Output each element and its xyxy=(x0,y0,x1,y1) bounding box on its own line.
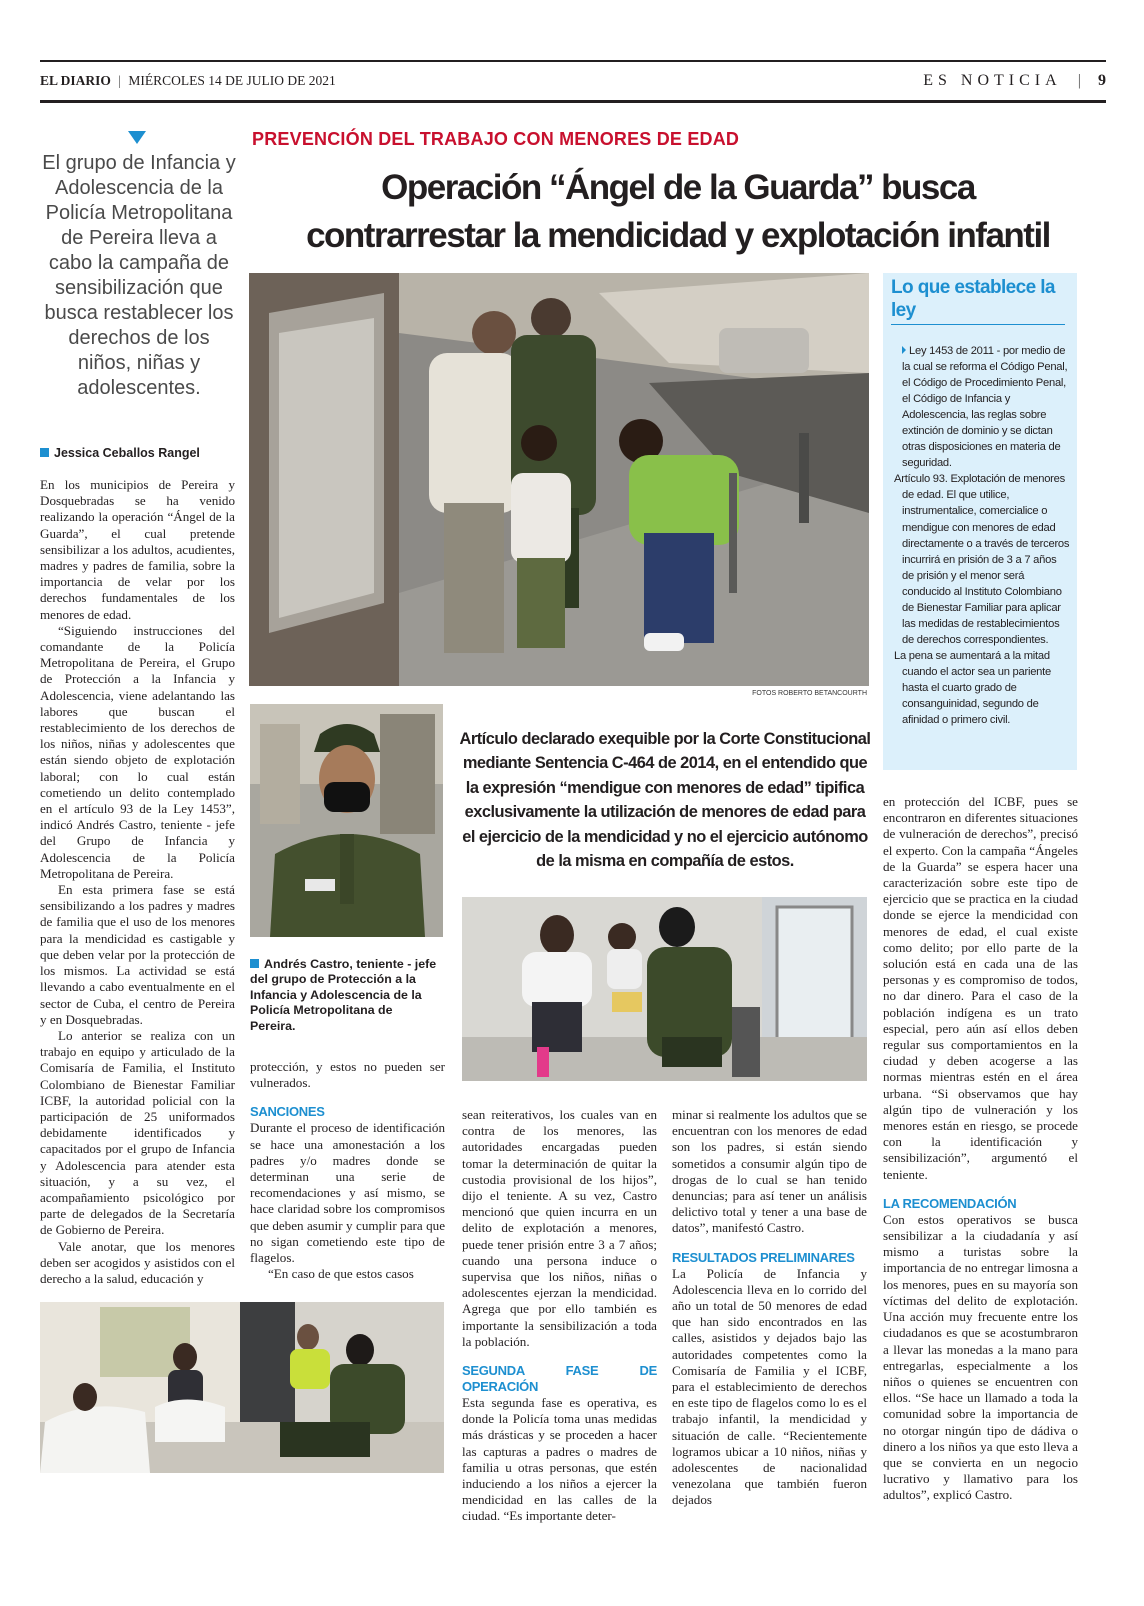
headline-line-1: Operación “Ángel de la Guarda” busca xyxy=(381,168,975,207)
headline xyxy=(248,164,1108,260)
subhead-segunda-fase: SEGUNDA FASE DE OPERACIÓN xyxy=(462,1363,657,1395)
main-photo xyxy=(249,273,869,686)
byline xyxy=(40,446,200,460)
article-column-3 xyxy=(462,1107,657,1525)
summary-marker-icon xyxy=(128,131,146,144)
issue-date: MIÉRCOLES 14 DE JULIO DE 2021 xyxy=(128,73,336,88)
article-summary: El grupo de Infancia y Adolescencia de la Policía Metropolitana de Pereira lleva a cabo la campaña de sensibilización que busca restablecer los derechos de los niños, niñas y adolescentes. xyxy=(42,152,236,399)
paragraph: minar si realmente los adultos que se encuentran con los menores de edad son los padres, si están siendo sometidos a consumir algún tipo de drogas de lo cual se han tenido denuncias; para así tener un análisis delictivo total y tener a una base de datos”, manifestó Castro. xyxy=(672,1107,867,1236)
caption-marker-icon xyxy=(250,959,259,968)
sidebar-bullet-icon xyxy=(902,346,906,354)
paragraph: Esta segunda fase es operativa, es donde la Policía toma unas medidas más drásticas y se proceden a hacer las capturas a padres o madres de familia u otras personas, que estén induciendo a los niños a ejercer la mendicidad en las calles de la ciudad. “Es importante deter- xyxy=(462,1395,657,1524)
interview-photo xyxy=(462,897,867,1081)
paragraph: “Siguiendo instrucciones del comandante de la Policía Metropolitana de Pereira, el Grupo de Protección a la Infancia y Adolescencia, viene adelantando las labores que buscan el restablecimiento de los derechos de los niños, niñas y adolescentes que están siendo objeto de explotación laboral; con lo cual están cometiendo un delito contemplado en el artículo 93 de la Ley 1453”, indicó Andrés Castro, teniente - jefe del Grupo de Infancia y Adolescencia de la Policía Metropolitana de Pereira. xyxy=(40,622,235,881)
header-right: ES NOTICIA | 9 xyxy=(923,72,1106,89)
sidebar-paragraph-2: Artículo 93. Explotación de menores de edad. El que utilice, instrumentalice, comercialice o mendigue con menores de edad directamente o a través de terceros incurrirá en prisión de 3 a 7 años de prisión y el menor será conducido al Instituto Colombiano de Bienestar Familiar para aplicar las medidas de restablecimientos de derechos correspondientes. xyxy=(894,473,1070,646)
article-column-4 xyxy=(672,1107,867,1509)
section-name: ES NOTICIA xyxy=(923,72,1061,89)
header-left: EL DIARIO | MIÉRCOLES 14 DE JULIO DE 2021 xyxy=(40,73,336,88)
page-number: 9 xyxy=(1098,72,1106,89)
paragraph: protección, y estos no pueden ser vulnerados. xyxy=(250,1059,445,1091)
portrait-caption xyxy=(250,957,440,1034)
paragraph: En los municipios de Pereira y Dosquebradas se ha venido realizando la operación “Ángel de la Guarda”, el cual pretende sensibilizar a los adultos, acudientes, madres y padres de familia, sobre la importancia de velar por los derechos fundamentales de los menores de edad. xyxy=(40,477,235,622)
photo-credit: FOTOS ROBERTO BETANCOURTH xyxy=(752,690,867,697)
paragraph: Vale anotar, que los menores deben ser acogidos y asistidos con el derecho a la salud, educación y xyxy=(40,1238,235,1286)
portrait-photo xyxy=(250,704,443,937)
paragraph: Durante el proceso de identificación se hace una amonestación a los padres y/o madres donde se determinan una serie de recomendaciones y así mismo, se hace claridad sobre los compromisos que deben asumir y cumplir para que no sigan cometiendo este tipo de flagelos. xyxy=(250,1120,445,1266)
sidebar-title-rule xyxy=(891,324,1065,325)
sidebar-paragraph-3: La pena se aumentará a la mitad cuando el actor sea un pariente hasta el cuarto grado de consanguinidad, segundo de afinidad o primero civil. xyxy=(894,649,1051,727)
subhead-sanciones: SANCIONES xyxy=(250,1104,325,1120)
sidebar-title: Lo que establece la ley xyxy=(891,277,1055,321)
byline-marker-icon xyxy=(40,448,49,457)
newspaper-name: EL DIARIO xyxy=(40,73,111,88)
article-column-1 xyxy=(40,477,235,1287)
paragraph: sean reiterativos, los cuales van en contra de los menores, las autoridades encargadas pueden tomar la determinación de quitar la custodia provisional de los hijos”, dijo el teniente. A su vez, Castro mencionó que quien incurra en un delito de explotación a menores, puede tener prisión entre 3 a 7 años; cuando una persona induce o supervisa que los niños, niñas o adolescentes ejerzan la mendicidad. Agrega que por ello también es importante la sensibilización a toda la población. xyxy=(462,1107,657,1349)
kicker: PREVENCIÓN DEL TRABAJO CON MENORES DE EDAD xyxy=(252,129,740,149)
paragraph: Lo anterior se realiza con un trabajo en equipo y articulado de la Comisaría de Familia, el Instituto Colombiano de Bienestar Familiar ICBF, la autoridad policial con la participación de 25 uniformados debidamente identificados y capacitados por el grupo de Infancia y Adolescencia para atender esta situación, y a su vez, el acompañamiento psicológico por parte de delegados de la Secretaría de Gobierno de Pereira. xyxy=(40,1027,235,1238)
pull-quote: Artículo declarado exequible por la Corte Constitucional mediante Sentencia C-464 de 2014, en el entendido que la expresión “mendigue con menores de edad” tipifica exclusivamente la utilización de menores de edad para el ejercicio de la mendicidad y no el ejercicio autónomo de la misma en compañía de estos. xyxy=(459,730,871,871)
sidebar-body xyxy=(894,343,1071,728)
byline-name: Jessica Ceballos Rangel xyxy=(54,446,200,460)
header-top-rule xyxy=(40,60,1106,62)
subhead-resultados: RESULTADOS PRELIMINARES xyxy=(672,1249,855,1265)
subhead-recomendacion: LA RECOMENDACIÓN xyxy=(883,1195,1017,1211)
header-bottom-rule xyxy=(40,100,1106,103)
paragraph: En esta primera fase se está sensibilizando a los padres y madres de familia que el uso de los menores para la mendicidad es castigable y que deben velar por la protección de los mismos. La actividad se está llevando a cabo eventualmente en el sector de Cuba, el centro de Pereira y en Dosquebradas. xyxy=(40,882,235,1027)
paragraph: La Policía de Infancia y Adolescencia lleva en lo corrido del año un total de 50 menores de edad que han sido encontrados en las calles, asistidos y dejados bajo las autoridades competentes como la Comisaría de Familia y el ICBF, para el establecimiento de derechos en este tipo de flagelos como lo es el trabajo infantil, la mendicidad y situación de calle. “Recientemente logramos ubicar a 10 niños, niñas y adolescentes de nacionalidad venezolana que también fueron dejados xyxy=(672,1265,867,1508)
office-photo xyxy=(40,1302,444,1473)
sidebar-paragraph-1: Ley 1453 de 2011 - por medio de la cual se reforma el Código Penal, el Código de Procedimiento Penal, el Código de Infancia y Adolescencia, las reglas sobre extinción de dominio y se dictan otras disposiciones en materia de seguridad. xyxy=(902,345,1068,470)
article-column-5 xyxy=(883,794,1078,1504)
headline-line-2: contrarrestar la mendicidad y explotación infantil xyxy=(306,216,1050,255)
paragraph: “En caso de que estos casos xyxy=(268,1266,414,1282)
paragraph: Con estos operativos se busca sensibilizar a la ciudadanía y así mismo a turistas sobre la importancia de no entregar limosna a los menores, pues en su mayoría son víctimas del delito de explotación. Una acción muy frecuente entre los ciudadanos es que se acostumbraron a llevar las monedas a la mano para entregarlas, especialmente a los niños o quienes se encuentren con ellos. “Se hace un llamado a toda la comunidad sobre la importancia de no otorgar ningún tipo de dádiva o dinero a los niños ya que esto lleva a que se convierta en un negocio lucrativo y llamativo para los adultos”, explicó Castro. xyxy=(883,1211,1078,1503)
article-column-2 xyxy=(250,1059,445,1282)
paragraph: en protección del ICBF, pues se encontraron en diferentes situaciones de vulneración de derechos”, precisó el experto. Con la campaña “Ángeles de la Guarda” se espera hacer una caracterización sobre este tipo de ejercicio que se practica en la ciudad donde se ejerce la mendicidad con menores de edad, el cual existe como delito; por ello parte de la solución está en cada una de las personas y es compromiso de todos, no dar dinero. Para el caso de la población indígena es un trato especial, pero aún así ellos deben regular sus comportamientos en la ciudad y deben acogerse a las normas mientras estén en el área urbana. “Si observamos que hay algún tipo de vulneración y los menores están en riesgo, se procede con la identificación y sensibilización”, argumentó el teniente. xyxy=(883,794,1078,1182)
caption-text: Andrés Castro, teniente - jefe del grupo de Protección a la Infancia y Adolescencia de la Policía Metropolitana de Pereira. xyxy=(250,957,437,1033)
